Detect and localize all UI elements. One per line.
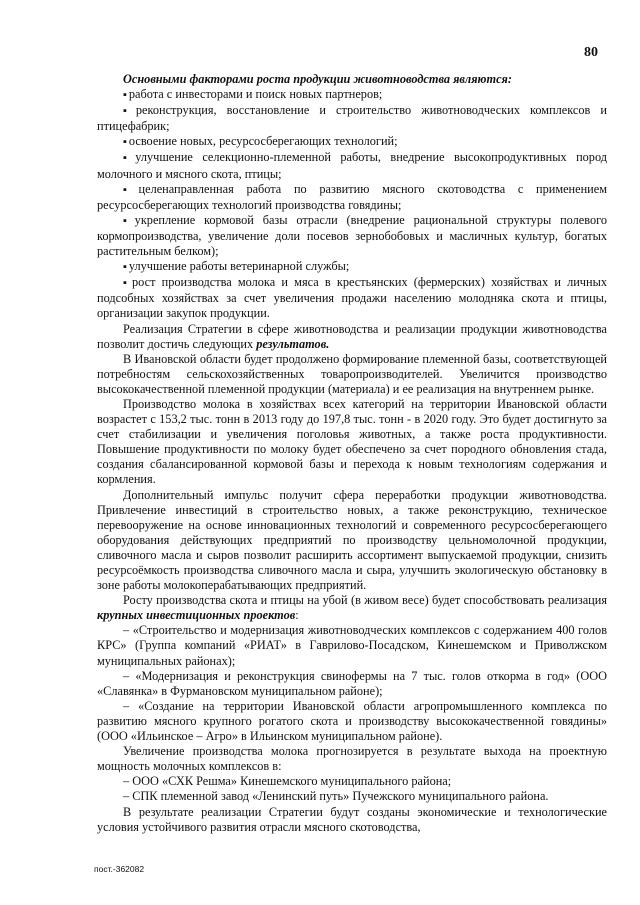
factor-item: ▪ укрепление кормовой базы отрасли (внедрение рациональной структуры полевого кормопроизводства, увеличение доли посевов зернобобовых и масличных культур, богатых растительным белком); — [97, 213, 607, 259]
complex-item: – ООО «СХК Решма» Кинешемского муниципального района; — [123, 774, 452, 789]
paragraph-dairy-complexes: Увеличение производства молока прогнозируется в результате выхода на проектную мощность молочных комплексов в: — [97, 744, 607, 774]
footer-code: пост.-362082 — [94, 864, 145, 874]
factor-item: ▪ улучшение работы ветеринарной службы; — [97, 259, 607, 275]
paragraph-processing: Дополнительный импульс получит сфера переработки продукции животноводства. Привлечение инвестиций в строительство новых, а также реконструкцию, техническое перевооружение на основе инновационных технологий и современного ресурсосберегающего оборудования действующих предприятий по производству цельномолочной продукции, сливочного масла и сыров позволит расширить ассортимент выпускаемой продукции, снизить ресурсоёмкость производства сливочного масла и сыра, улучшить экологическую обстановку в зоне работы молокоперабатывающих предприятий. — [97, 487, 607, 593]
paragraph-results-intro: Реализация Стратегии в сфере животноводства и реализации продукции животноводства позволит достичь следующих результатов. — [97, 321, 607, 351]
paragraph-conclusion: В результате реализации Стратегии будут созданы экономические и технологические условия устойчивого развития отрасли мясного скотоводства, — [97, 804, 607, 834]
factor-item: ▪ улучшение селекционно-племенной работы, внедрение высокопродуктивных пород молочного и мясного скота, птицы; — [97, 150, 607, 181]
factors-heading: Основными факторами роста продукции животноводства являются: — [123, 72, 512, 86]
paragraph-projects-intro: Росту производства скота и птицы на убой (в живом весе) будет способствовать реализация крупных инвестиционных проектов: — [97, 593, 607, 623]
project-item: – «Модернизация и реконструкция свинофермы на 7 тыс. голов откорма в год» (ООО «Славянка» в Фурмановском муниципальном районе); — [97, 668, 607, 698]
paragraph-milk: Производство молока в хозяйствах всех категорий на территории Ивановской области возрастет с 153,2 тыс. тонн в 2013 году до 197,8 тыс. тонн - в 2020 году. Это будет достигнуто за счет стабилизации и увеличения поголовья животных, а также роста продуктивности. Повышение продуктивности по молоку будет обеспечено за счет породного обновления стада, создания сбалансированной кормовой базы и перехода к новым технологиям содержания и кормления. — [97, 396, 607, 487]
complex-item: – СПК племенной завод «Ленинский путь» Пучежского муниципального района. — [123, 789, 549, 804]
factor-item: ▪ рост производства молока и мяса в крестьянских (фермерских) хозяйствах и личных подсобных хозяйствах за счет увеличения продажи населению молодняка скота и птицы, организации закупок продукции. — [97, 275, 607, 321]
page-number: 80 — [584, 45, 598, 60]
factor-item: ▪ работа с инвесторами и поиск новых партнеров; — [97, 87, 607, 103]
factor-item: ▪ реконструкция, восстановление и строительство животноводческих комплексов и птицефабрик; — [97, 103, 607, 134]
factor-item: ▪ целенаправленная работа по развитию мясного скотоводства с применением ресурсосберегающих технологий производства говядины; — [97, 182, 607, 213]
project-item: – «Строительство и модернизация животноводческих комплексов с содержанием 400 голов КРС» (Группа компаний «РИАТ» в Гаврилово-Посадском, Кинешемском и Приволжском муниципальных районах); — [97, 623, 607, 668]
paragraph-breeding: В Ивановской области будет продолжено формирование племенной базы, соответствующей потребностям сельскохозяйственных товаропроизводителей. Увеличится производство высококачественной племенной продукции (материала) и ее реализация на внутреннем рынке. — [97, 351, 607, 396]
factor-item: ▪ освоение новых, ресурсосберегающих технологий; — [97, 134, 607, 150]
project-item: – «Создание на территории Ивановской области агропромышленного комплекса по развитию мясного крупного рогатого скота и производству высококачественной говядины» (ООО «Ильинское – Агро» в Ильинском муниципальном районе). — [97, 698, 607, 744]
document-body — [97, 72, 607, 835]
